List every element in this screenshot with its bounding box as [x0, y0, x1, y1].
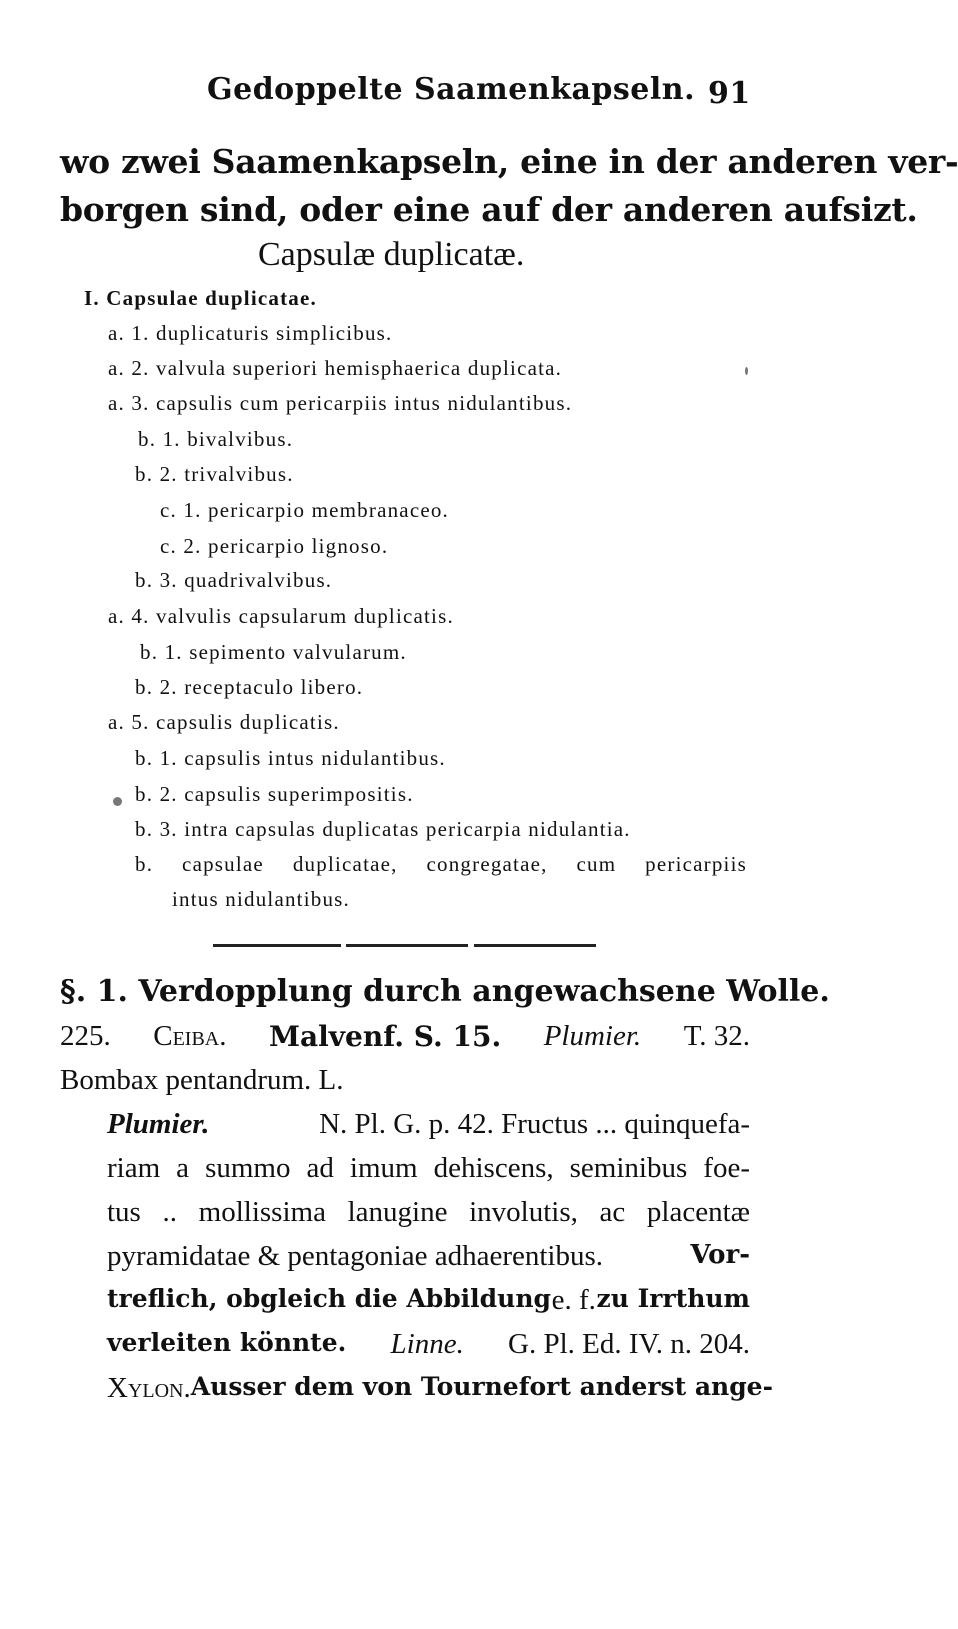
paragraph-text: verleiten könnte.	[107, 1328, 347, 1357]
ink-speck	[113, 797, 122, 806]
intro-line-1: wo zwei Saamenkapseln, eine in der anderen ver-	[60, 142, 958, 181]
paragraph-text: treflich, obgleich die Abbildung	[107, 1284, 551, 1313]
paragraph-text: zu Irrthum	[596, 1284, 750, 1313]
outline-item: c. 1. pericarpio membranaceo.	[160, 498, 450, 522]
paragraph-line	[107, 1108, 750, 1141]
outline-item: a. 2. valvula superiori hemisphaerica duplicata.	[108, 356, 563, 380]
entry-reference: Malvenf. S. 15.	[269, 1020, 502, 1053]
section-title: Capsulæ duplicatæ.	[258, 236, 525, 273]
paragraph-text: Ausser dem von Tournefort anderst ange-	[190, 1372, 773, 1401]
paragraph-line: tus .. mollissima lanugine involutis, ac placentæ	[107, 1196, 750, 1228]
outline-item: intus nidulantibus.	[172, 887, 350, 911]
outline-item: b. 3. intra capsulas duplicatas pericarpia nidulantia.	[135, 817, 631, 841]
paragraph-text: pyramidatae & pentagoniae adhaerentibus.	[107, 1240, 604, 1272]
ink-speck	[745, 367, 748, 375]
divider-rule	[474, 944, 596, 947]
outline-item: a. 4. valvulis capsularum duplicatis.	[108, 604, 454, 628]
paragraph-text: Xylon.	[107, 1372, 191, 1404]
paragraph-text: G. Pl. Ed. IV. n. 204.	[508, 1328, 750, 1360]
paragraph-line	[107, 1328, 750, 1361]
outline-item: c. 2. pericarpio lignoso.	[160, 534, 389, 558]
synonym-line: Bombax pentandrum. L.	[60, 1064, 344, 1096]
outline-item: b. 2. receptaculo libero.	[135, 675, 364, 699]
outline-item: b. 1. capsulis intus nidulantibus.	[135, 746, 446, 770]
outline-item: b. 1. sepimento valvularum.	[140, 640, 407, 664]
outline-item: b. capsulae duplicatae, congregatae, cum pericarpiis	[135, 852, 747, 876]
paragraph-line	[107, 1372, 773, 1405]
entry-number: 225.	[60, 1020, 111, 1052]
outline-item: I. Capsulae duplicatae.	[84, 286, 317, 310]
outline-item: b. 3. quadrivalvibus.	[135, 568, 333, 592]
paragraph-line	[107, 1284, 750, 1317]
outline-item: b. 2. capsulis superimpositis.	[135, 782, 414, 806]
entry-author: Plumier.	[543, 1020, 642, 1052]
intro-line-2: borgen sind, oder eine auf der anderen aufsizt.	[60, 190, 918, 229]
paragraph-line	[107, 1240, 750, 1273]
outline-item: a. 1. duplicaturis simplicibus.	[108, 321, 393, 345]
paragraph-author: Plumier.	[107, 1108, 210, 1140]
outline-item: b. 2. trivalvibus.	[135, 462, 294, 486]
divider-rule	[213, 944, 341, 947]
section-heading: §. 1. Verdopplung durch angewachsene Wolle.	[60, 974, 830, 1009]
paragraph-text: Vor-	[690, 1240, 750, 1270]
entry-name: Ceiba.	[153, 1020, 227, 1052]
outline-item: a. 3. capsulis cum pericarpiis intus nidulantibus.	[108, 391, 573, 415]
divider-rule	[346, 944, 468, 947]
paragraph-text: N. Pl. G. p. 42. Fructus ... quinquefa-	[319, 1108, 750, 1140]
outline-item: b. 1. bivalvibus.	[138, 427, 294, 451]
running-title: Gedoppelte Saamenkapseln.	[207, 72, 696, 107]
page-number: 91	[708, 76, 751, 111]
paragraph-text: e. f.	[551, 1284, 596, 1316]
entry-plate: T. 32.	[683, 1020, 750, 1052]
paragraph-author: Linne.	[390, 1328, 464, 1360]
outline-item: a. 5. capsulis duplicatis.	[108, 710, 340, 734]
paragraph-line: riam a summo ad imum dehiscens, seminibus foe-	[107, 1152, 750, 1184]
entry-line	[60, 1020, 750, 1053]
